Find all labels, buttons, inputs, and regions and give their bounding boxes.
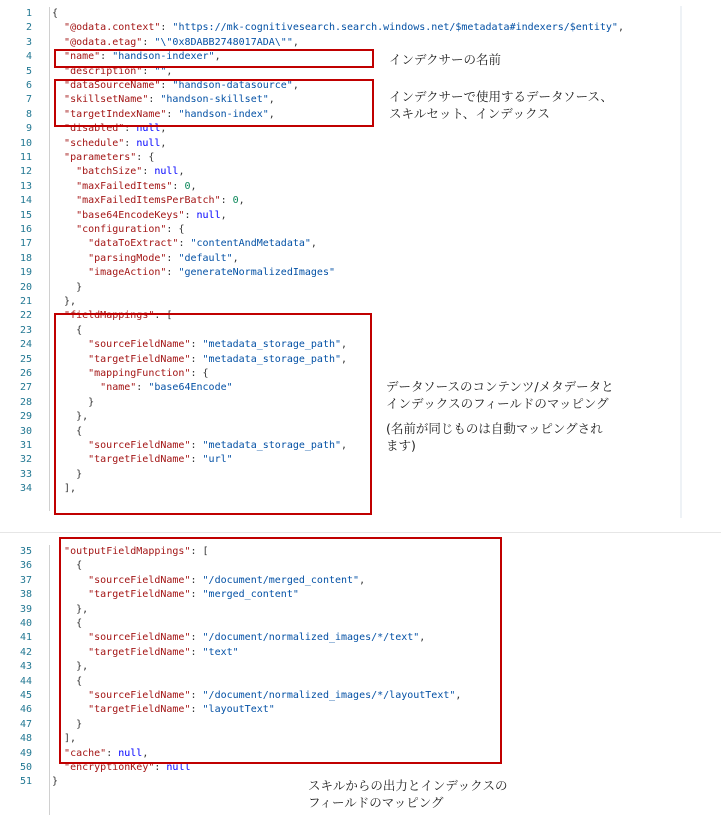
line-number: 3 [25, 36, 32, 48]
line-number: 47 [19, 718, 32, 730]
line-number: 24 [19, 339, 32, 351]
code-text: "sourceFieldName": "/document/normalized_images/*/layoutText", [88, 690, 462, 701]
references-highlight-box [54, 79, 374, 127]
line-number: 16 [19, 224, 32, 235]
line-number: 36 [19, 560, 32, 572]
code-text: }, [52, 603, 89, 615]
code-text: "outputFieldMappings": [ [64, 546, 209, 557]
code-text: "targetFieldName": "merged_content" [88, 589, 299, 601]
line-number: 42 [19, 646, 32, 658]
code-text: "skillsetName": "handson-skillset", [64, 94, 275, 106]
annotation-text: インデクサーの名前 [389, 52, 502, 67]
line-number: 26 [19, 368, 32, 379]
code-text: "parsingMode": "default", [88, 252, 239, 264]
code-text: }, [52, 296, 77, 307]
code-text: "dataToExtract": "contentAndMetadata", [88, 238, 317, 250]
code-text: }, [52, 411, 89, 423]
line-number: 39 [19, 603, 32, 615]
line-number: 13 [19, 180, 32, 192]
indent-guide [49, 7, 50, 511]
line-number: 10 [19, 137, 32, 149]
code-text: { [52, 8, 59, 19]
annotation-text: スキルセット、インデックス [389, 106, 550, 121]
code-text: "imageAction": "generateNormalizedImages" [88, 267, 335, 279]
code-text: "targetFieldName": "url" [88, 454, 233, 466]
code-text: { [52, 324, 83, 336]
line-number: 31 [19, 440, 32, 451]
code-text: "base64EncodeKeys": null, [76, 209, 227, 221]
code-text: { [52, 560, 83, 572]
line-number: 23 [19, 324, 32, 336]
line-number: 32 [19, 454, 32, 466]
line-number: 7 [25, 94, 32, 106]
code-text: ], [52, 483, 77, 495]
line-number: 27 [19, 382, 32, 394]
code-text: "fieldMappings": [ [64, 310, 173, 322]
code-text: "targetFieldName": "metadata_storage_path", [88, 353, 348, 365]
code-text: "sourceFieldName": "metadata_storage_path", [88, 440, 348, 451]
line-number: 37 [19, 574, 32, 586]
annotation-text: スキルからの出力とインデックスの [308, 778, 508, 793]
code-text: "batchSize": null, [76, 166, 185, 178]
annotation-text: インデックスのフィールドのマッピング [386, 396, 609, 411]
code-text: "name": "base64Encode" [100, 382, 233, 394]
line-number: 15 [19, 209, 32, 221]
line-number: 5 [25, 65, 32, 77]
annotation-text: インデクサーで使用するデータソース、 [389, 89, 613, 104]
code-text: "sourceFieldName": "/document/normalized_images/*/text", [88, 632, 426, 644]
line-number: 30 [19, 425, 32, 437]
code-text: } [52, 396, 95, 408]
code-text: ], [52, 733, 77, 745]
line-number: 25 [19, 353, 32, 365]
code-text: { [52, 425, 83, 437]
code-text: "cache": null, [64, 747, 149, 759]
line-number: 17 [19, 238, 32, 250]
code-text: "targetFieldName": "text" [88, 646, 239, 658]
annotation-text: (名前が同じものは自動マッピングされ [386, 421, 603, 436]
indexer-name-annotation [389, 51, 501, 68]
line-number: 2 [25, 22, 32, 34]
code-text: "maxFailedItems": 0, [76, 180, 197, 192]
line-number: 38 [19, 589, 32, 601]
line-number: 20 [19, 281, 32, 293]
line-number: 11 [19, 152, 32, 163]
indent-guide [49, 545, 50, 815]
line-number: 51 [19, 776, 32, 788]
code-text: "configuration": { [76, 224, 185, 235]
line-number: 48 [19, 733, 32, 745]
name-highlight-box [54, 49, 374, 68]
annotation-text: データソースのコンテンツ/メタデータと [386, 379, 614, 394]
code-text: "parameters": { [64, 152, 155, 163]
code-text: "mappingFunction": { [88, 368, 209, 379]
line-number: 41 [19, 632, 32, 644]
code-text: "disabled": null, [64, 123, 167, 135]
code-text: "description": "", [64, 65, 173, 77]
line-number: 1 [25, 8, 32, 19]
code-text: { [52, 618, 83, 629]
code-text: { [52, 675, 83, 687]
line-number: 22 [19, 310, 32, 322]
line-number: 21 [19, 296, 32, 307]
code-text: "sourceFieldName": "metadata_storage_path", [88, 339, 348, 351]
line-number: 14 [19, 195, 32, 207]
line-number: 40 [19, 618, 32, 629]
line-number: 35 [19, 546, 32, 557]
line-number: 45 [19, 690, 32, 701]
field-mappings-highlight-box [54, 313, 372, 515]
line-number: 50 [19, 762, 32, 773]
code-text: }, [52, 661, 89, 673]
line-number: 43 [19, 661, 32, 673]
line-number: 29 [19, 411, 32, 423]
code-text: } [52, 776, 59, 788]
code-text: } [52, 281, 83, 293]
code-text: "dataSourceName": "handson-datasource", [64, 80, 299, 91]
field-mappings-annotation [386, 378, 614, 454]
code-text: "targetIndexName": "handson-index", [64, 108, 275, 120]
code-text: } [52, 468, 83, 480]
line-number: 8 [25, 108, 32, 120]
line-number: 28 [19, 396, 32, 408]
code-text: "@odata.context": "https://mk-cognitivesearch.search.windows.net/$metadata#indexers/$entity", [64, 22, 624, 34]
annotation-text: フィールドのマッピング [308, 795, 444, 810]
line-number: 34 [19, 483, 32, 495]
code-text: } [52, 718, 83, 730]
line-number: 18 [19, 252, 32, 264]
line-number: 19 [19, 267, 32, 279]
line-number: 9 [25, 123, 32, 135]
line-number: 49 [19, 747, 32, 759]
references-annotation [389, 88, 613, 122]
line-number: 6 [25, 80, 32, 91]
code-text: "encryptionKey": null [64, 762, 191, 773]
section-divider [0, 532, 721, 533]
code-text: "schedule": null, [64, 137, 167, 149]
line-number: 4 [25, 51, 32, 63]
output-mappings-highlight-box [59, 537, 502, 764]
line-number: 44 [19, 675, 32, 687]
output-mappings-annotation [308, 777, 508, 811]
code-text: "targetFieldName": "layoutText" [88, 704, 275, 716]
line-number: 12 [19, 166, 32, 178]
line-number: 46 [19, 704, 32, 716]
code-text: "name": "handson-indexer", [64, 51, 221, 63]
line-number: 33 [19, 468, 32, 480]
code-text: "@odata.etag": "\"0x8DABB2748017ADA\"", [64, 36, 299, 48]
code-text: "maxFailedItemsPerBatch": 0, [76, 195, 245, 207]
code-text: "sourceFieldName": "/document/merged_content", [88, 574, 366, 586]
annotation-text: ます) [386, 438, 416, 453]
